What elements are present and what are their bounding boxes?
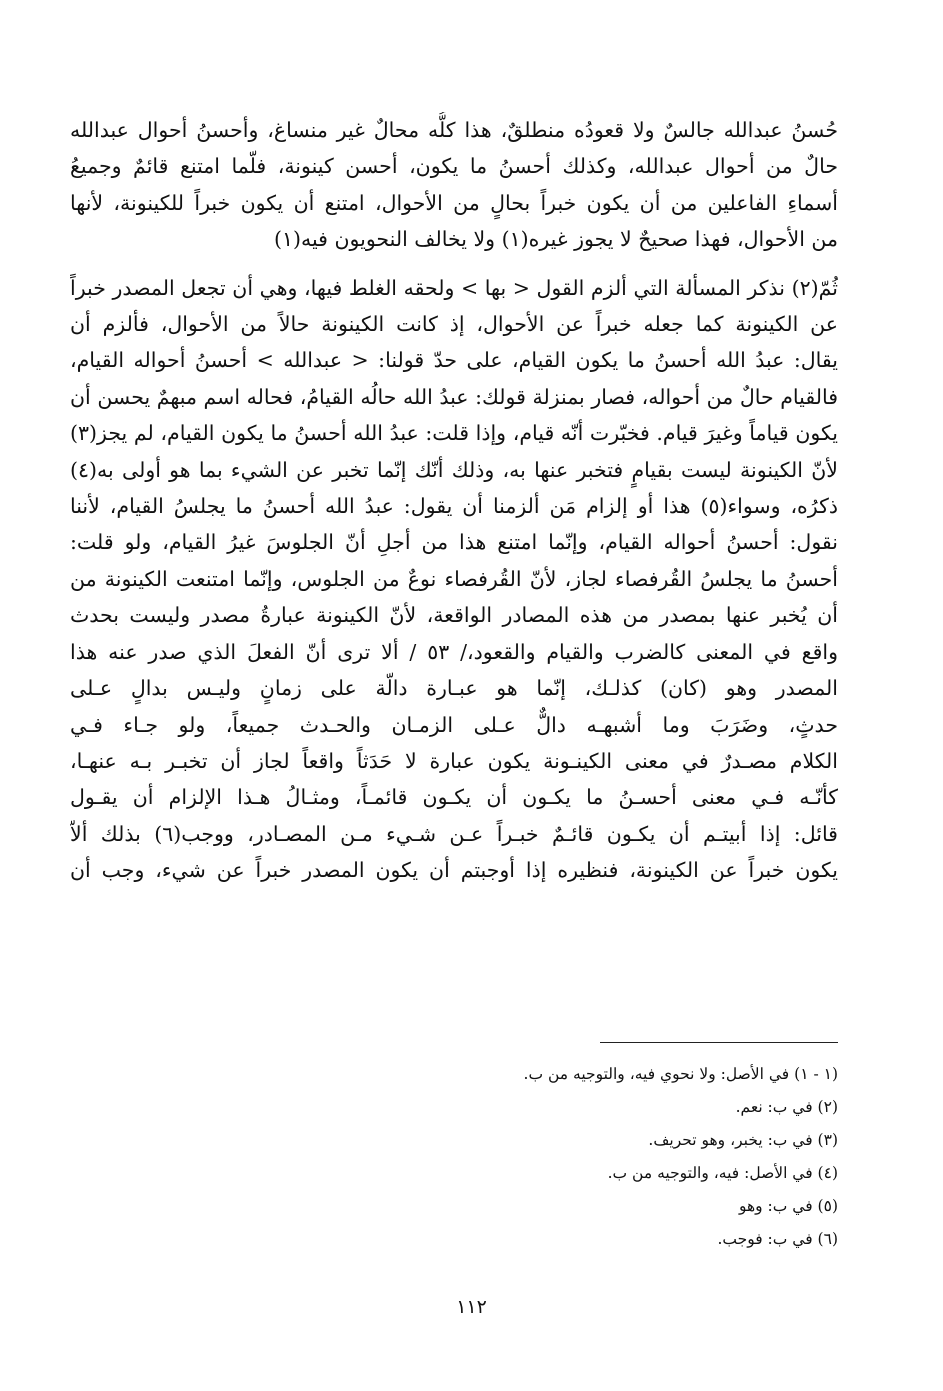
text-line: فالقيام حالٌ من أحواله، فصار بمنزلة قولك: عبدُ الله حالُه القيامُ، فحاله اسم مبهمٌ يحسن أن: [70, 384, 838, 409]
text-line: من الأحوال، فهذا صحيحٌ لا يجوز غيره(١) ولا يخالف النحويون فيه(١): [273, 227, 838, 252]
text-line: قائل: إذا أبيتـم أن يكـون قائـمٌ خبـراً عـن شـيء مـن المصـادر، ووجب(٦) بذلك ألاّ: [70, 821, 838, 846]
page-body: [70, 112, 838, 889]
text-line: يكون خبراً عن الكينونة، فنظيره إذا أوجبتم أن يكون المصدر خبراً عن شيء، وجب أن: [70, 858, 838, 883]
text-line: ثُمّ(٢) نذكر المسألة التي ألزم القول < بها > ولحقه الغلط فيها، وهي أن تجعل المصدر خبراً: [70, 275, 838, 300]
text-line: حدثٍ، وضَرَبَ وما أشبهـه دالٌّ عـلى الزمـان والحـدث جميعاً، ولو جـاء فـي: [70, 712, 838, 737]
footnote-divider: [600, 1042, 838, 1043]
text-line: لأنّ الكينونة ليست بقيامٍ فتخبر عنها به، وذلك أنّك إنّما تخبر عن الشيء بما هو أولى به(٤): [70, 457, 838, 482]
footnote: (٣) في ب: يخبر، وهو تحريف.: [648, 1131, 838, 1149]
text-line: ذكرُه، وسواء(٥) هذا أو إلزام مَن ألزمنا أن يقول: عبدُ الله أحسنُ ما يجلسُ القيام، لأننا: [70, 494, 838, 519]
page-number: ١١٢: [456, 1296, 487, 1318]
text-line: كأنّـه فـي معنى أحسـنُ ما يكـون أن يكـون قائمـاً، ومثـالُ هـذا الإلزام أن يقـول: [70, 785, 838, 810]
text-line: حالٌ من أحوال عبدالله، وكذلك أحسنُ ما يكون، أحسن كينونة، فلّما امتنع قائمٌ وجميعُ: [70, 154, 838, 179]
footnote: (٥) في ب: وهو: [738, 1197, 838, 1215]
text-line: الكلام مصـدرٌ في معنى الكينـونة يكون عبارة لا حَدَثاً واقعاً لجاز أن تخبـر بـه عنهـا،: [70, 748, 838, 773]
text-line: المصدر وهو (كان) كذلـك، إنّما هو عبـارة دالّة على زمانٍ وليـس بدالٍ عـلى: [70, 676, 838, 701]
text-line: يقال: عبدُ الله أحسنُ ما يكون القيام، على حدّ قولنا: < عبدالله > أحسنُ أحواله القيام،: [70, 348, 838, 373]
text-line: يكون قياماً وغيرَ قيام. فخبّرت أنّه قيام، وإذا قلت: عبدُ الله أحسنُ ما يكون القيام، لم يجز(٣): [70, 421, 838, 446]
footnote: (٦) في ب: فوجب.: [717, 1230, 838, 1248]
text-line: أسماءِ الفاعلين من أن يكون خبراً بحالٍ من الأحوال، امتنع أن يكون خبراً للكينونة، لأنها: [70, 190, 838, 215]
text-line: نقول: أحسنُ أحواله القيام، وإنّما امتنع هذا من أجلِ أنّ الجلوسَ غيرُ القيام، ولو قلت:: [70, 530, 838, 555]
paragraph-2: [70, 270, 838, 889]
text-line: عن الكينونة كما جعله خبراً عن الأحوال، إذ كانت الكينونة حالاً من الأحوال، فألزم أن: [70, 312, 838, 337]
footnote: (٤) في الأصل: فيه، والتوجيه من ب.: [607, 1164, 838, 1182]
footnotes: [400, 1058, 838, 1256]
text-line: حُسنُ عبدالله جالسٌ ولا قعودُه منطلقٌ، هذا كلُّه محالٌ غير منساغ، وأحسنُ أحوال عبدالله: [70, 118, 838, 142]
paragraph-1: [70, 112, 838, 258]
text-line: واقع في المعنى كالضرب والقيام والقعود،/ ٥٣ / ألا ترى أنّ الفعلَ الذي صدر عنه هذا: [70, 639, 838, 664]
text-line: أحسنُ ما يجلسُ القُرفصاء لجاز، لأنّ القُرفصاء نوعٌ من الجلوس، وإنّما امتنعت الكينونة من: [70, 566, 838, 591]
footnote: (١ - ١) في الأصل: ولا نحوي فيه، والتوجيه من ب.: [523, 1065, 838, 1083]
text-line: أن يُخبر عنها بمصدر من هذه المصادر الواقعة، لأنّ الكينونة عبارةُ مصدر وليست بحدث: [70, 603, 838, 628]
footnote: (٢) في ب: نعم.: [735, 1098, 838, 1116]
